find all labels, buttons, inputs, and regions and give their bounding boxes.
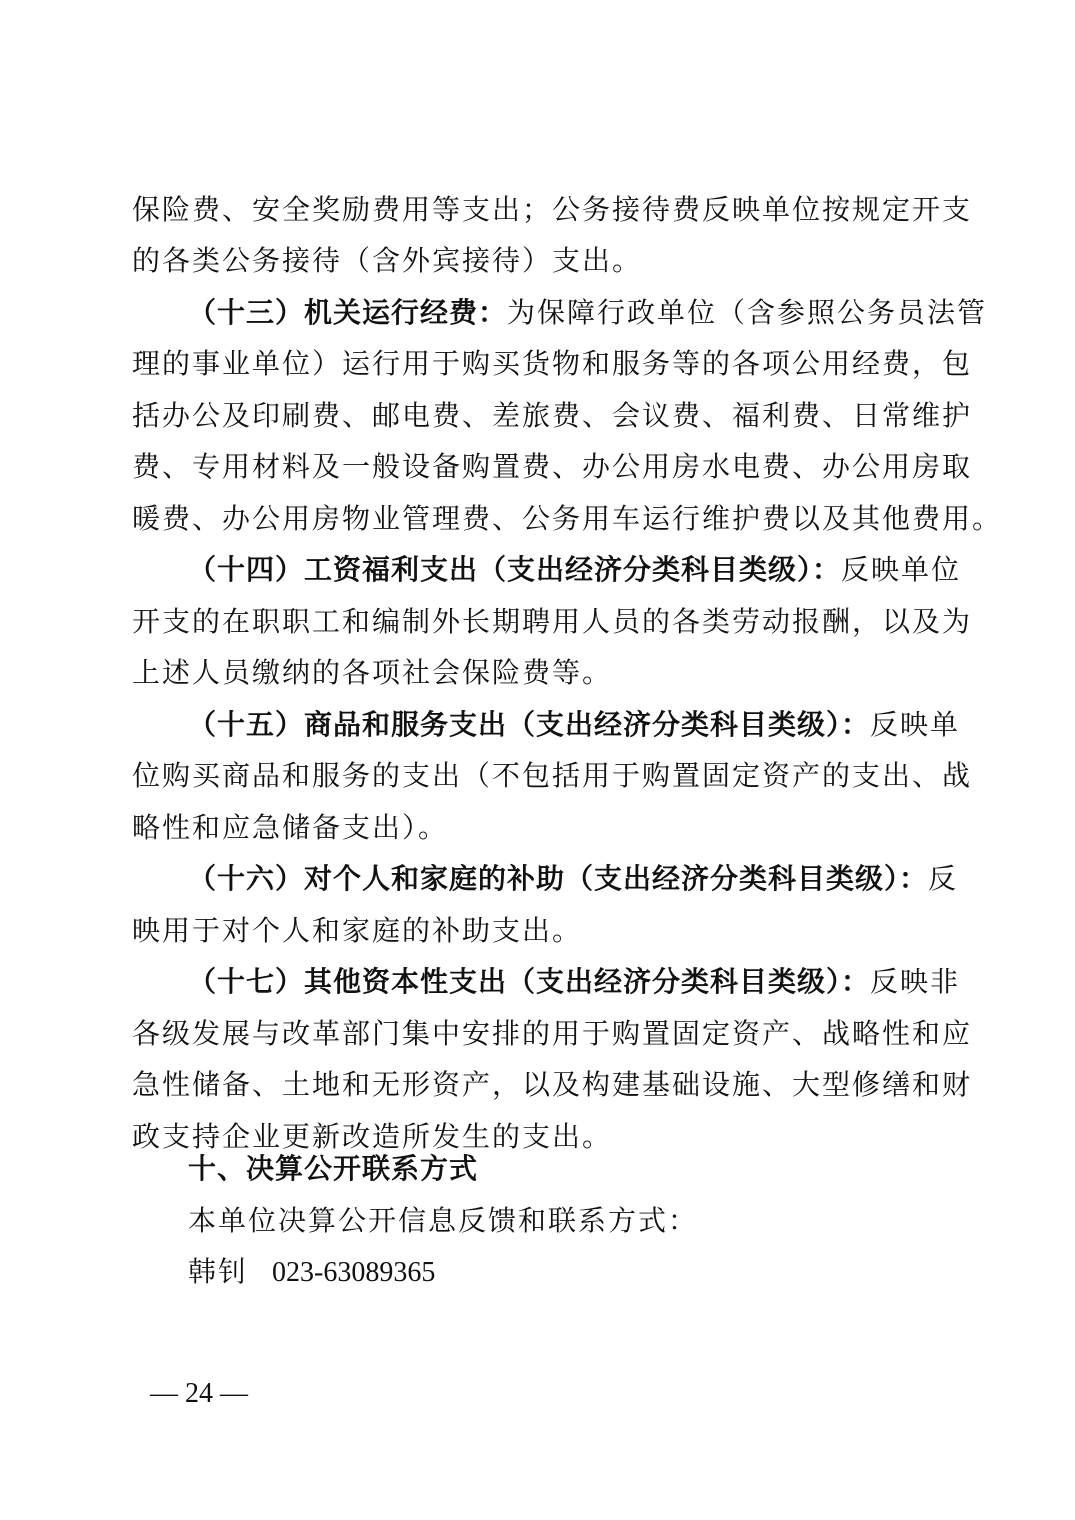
paragraph-first-line — [188, 293, 988, 333]
paragraph-line-text: 反映单 — [870, 708, 961, 741]
contact-phone: 023-63089365 — [272, 1257, 436, 1288]
contact-info — [188, 1252, 435, 1292]
paragraph-line: 保险费、安全奖励费用等支出；公务接待费反映单位按规定开支 — [132, 193, 973, 226]
paragraph-line: 上述人员缴纳的各项社会保险费等。 — [132, 656, 613, 689]
page-number: — 24 — — [150, 1378, 248, 1409]
paragraph-line: 理的事业单位）运行用于购买货物和服务等的各项公用经费，包 — [132, 347, 973, 380]
paragraph-first-line — [188, 550, 962, 590]
paragraph-first-line — [188, 859, 959, 899]
contact-name: 韩钊 — [188, 1255, 249, 1288]
paragraph-line-text: 反映单位 — [841, 553, 962, 586]
paragraph-line: 急性储备、土地和无形资产，以及构建基础设施、大型修缮和财 — [132, 1068, 973, 1101]
paragraph-lead-term: （十四）工资福利支出（支出经济分类科目类级）： — [188, 553, 842, 586]
paragraph-line-text: 反映非 — [870, 965, 961, 998]
paragraph-line: 暖费、办公用房物业管理费、公务用车运行维护费以及其他费用。 — [132, 502, 1003, 535]
paragraph-line: 费、专用材料及一般设备购置费、办公用房水电费、办公用房取 — [132, 450, 973, 483]
paragraph-line: 开支的在职职工和编制外长期聘用人员的各类劳动报酬，以及为 — [132, 605, 973, 638]
section-heading: 十、决算公开联系方式 — [188, 1152, 479, 1185]
contact-intro: 本单位决算公开信息反馈和联系方式： — [188, 1204, 699, 1237]
paragraph-lead-term: （十三）机关运行经费： — [188, 296, 508, 329]
paragraph-lead-term: （十七）其他资本性支出（支出经济分类科目类级）： — [188, 965, 871, 998]
paragraph-line: 映用于对个人和家庭的补助支出。 — [132, 914, 583, 947]
paragraph-line-text: 为保障行政单位（含参照公务员法管 — [507, 296, 988, 329]
paragraph-line: 位购买商品和服务的支出（不包括用于购置固定资产的支出、战 — [132, 759, 973, 792]
paragraph-line: 的各类公务接待（含外宾接待）支出。 — [132, 244, 643, 277]
paragraph-line-text: 反 — [928, 862, 959, 895]
paragraph-line: 括办公及印刷费、邮电费、差旅费、会议费、福利费、日常维护 — [132, 399, 973, 432]
paragraph-first-line — [188, 705, 961, 745]
paragraph-line: 各级发展与改革部门集中安排的用于购置固定资产、战略性和应 — [132, 1017, 973, 1050]
paragraph-line: 政支持企业更新改造所发生的支出。 — [132, 1120, 613, 1153]
paragraph-lead-term: （十五）商品和服务支出（支出经济分类科目类级）： — [188, 708, 871, 741]
paragraph-first-line — [188, 962, 961, 1002]
paragraph-lead-term: （十六）对个人和家庭的补助（支出经济分类科目类级）： — [188, 862, 929, 895]
paragraph-line: 略性和应急储备支出）。 — [132, 811, 449, 844]
